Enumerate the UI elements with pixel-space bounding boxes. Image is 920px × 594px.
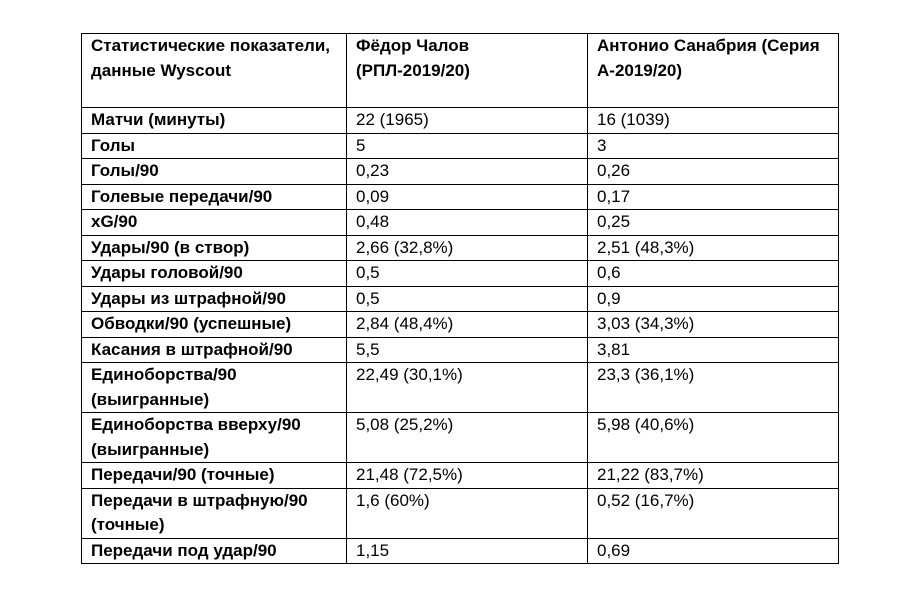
table-row bbox=[82, 463, 839, 489]
table-row bbox=[82, 210, 839, 236]
player-1-value: 1,6 (60%) bbox=[347, 488, 588, 538]
player-1-value: 22,49 (30,1%) bbox=[347, 363, 588, 413]
row-label: Удары головой/90 bbox=[82, 261, 347, 287]
header-player-2: Антонио Санабрия (Серия А-2019/20) bbox=[588, 34, 839, 108]
row-label: Передачи под удар/90 bbox=[82, 538, 347, 564]
table-row bbox=[82, 184, 839, 210]
table-row bbox=[82, 108, 839, 134]
player-1-value: 5,08 (25,2%) bbox=[347, 413, 588, 463]
row-label: Удары из штрафной/90 bbox=[82, 286, 347, 312]
player-1-value: 0,48 bbox=[347, 210, 588, 236]
player-1-value: 0,5 bbox=[347, 261, 588, 287]
stats-table-body bbox=[82, 34, 839, 564]
player-2-value: 0,69 bbox=[588, 538, 839, 564]
row-label: Голевые передачи/90 bbox=[82, 184, 347, 210]
player-2-value: 0,52 (16,7%) bbox=[588, 488, 839, 538]
player-1-value: 2,66 (32,8%) bbox=[347, 235, 588, 261]
player-2-value: 3,03 (34,3%) bbox=[588, 312, 839, 338]
row-label: Матчи (минуты) bbox=[82, 108, 347, 134]
table-row bbox=[82, 538, 839, 564]
row-label: Обводки/90 (успешные) bbox=[82, 312, 347, 338]
table-row bbox=[82, 133, 839, 159]
table-row bbox=[82, 235, 839, 261]
player-1-value: 5,5 bbox=[347, 337, 588, 363]
player-1-value: 2,84 (48,4%) bbox=[347, 312, 588, 338]
stats-table bbox=[81, 33, 839, 564]
player-1-value: 0,23 bbox=[347, 159, 588, 185]
player-2-value: 0,26 bbox=[588, 159, 839, 185]
player-2-value: 0,9 bbox=[588, 286, 839, 312]
player-1-value: 0,09 bbox=[347, 184, 588, 210]
row-label: Касания в штрафной/90 bbox=[82, 337, 347, 363]
player-2-value: 0,6 bbox=[588, 261, 839, 287]
player-2-value: 3 bbox=[588, 133, 839, 159]
player-2-value: 5,98 (40,6%) bbox=[588, 413, 839, 463]
row-label: Удары/90 (в створ) bbox=[82, 235, 347, 261]
table-row bbox=[82, 312, 839, 338]
table-row bbox=[82, 413, 839, 463]
player-1-value: 0,5 bbox=[347, 286, 588, 312]
player-2-value: 3,81 bbox=[588, 337, 839, 363]
table-row bbox=[82, 337, 839, 363]
table-row bbox=[82, 488, 839, 538]
row-label: Передачи/90 (точные) bbox=[82, 463, 347, 489]
player-1-value: 21,48 (72,5%) bbox=[347, 463, 588, 489]
player-1-value: 5 bbox=[347, 133, 588, 159]
row-label: Голы/90 bbox=[82, 159, 347, 185]
table-row bbox=[82, 261, 839, 287]
row-label: Единоборства вверху/90 (выигранные) bbox=[82, 413, 347, 463]
player-1-value: 1,15 bbox=[347, 538, 588, 564]
player-2-value: 2,51 (48,3%) bbox=[588, 235, 839, 261]
player-2-value: 21,22 (83,7%) bbox=[588, 463, 839, 489]
row-label: Единоборства/90 (выигранные) bbox=[82, 363, 347, 413]
player-2-value: 0,25 bbox=[588, 210, 839, 236]
table-row bbox=[82, 286, 839, 312]
row-label: xG/90 bbox=[82, 210, 347, 236]
player-2-value: 0,17 bbox=[588, 184, 839, 210]
player-2-value: 16 (1039) bbox=[588, 108, 839, 134]
player-2-value: 23,3 (36,1%) bbox=[588, 363, 839, 413]
table-row bbox=[82, 363, 839, 413]
table-row bbox=[82, 159, 839, 185]
player-1-value: 22 (1965) bbox=[347, 108, 588, 134]
table-header-row bbox=[82, 34, 839, 108]
header-player-1: Фёдор Чалов (РПЛ-2019/20) bbox=[347, 34, 588, 108]
row-label: Голы bbox=[82, 133, 347, 159]
row-label: Передачи в штрафную/90 (точные) bbox=[82, 488, 347, 538]
header-metric: Статистические показатели, данные Wyscout bbox=[82, 34, 347, 108]
